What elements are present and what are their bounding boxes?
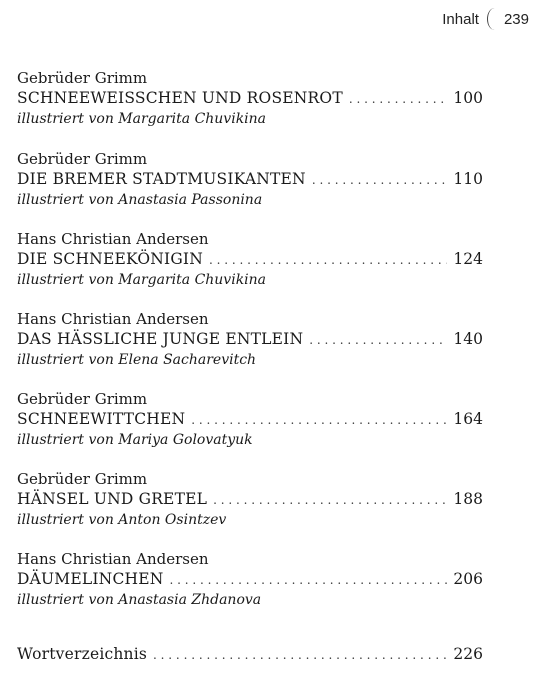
toc-entry: [17, 549, 483, 610]
toc-page-number: 206: [453, 570, 483, 588]
toc-page-number: 100: [453, 89, 483, 107]
toc-entry: [17, 149, 483, 210]
toc-author: Gebrüder Grimm: [17, 470, 148, 488]
dot-leader: [191, 410, 447, 430]
toc-illustrator: illustriert von Margarita Chuvikina: [17, 272, 267, 288]
dot-leader: [153, 645, 447, 665]
toc-author: Hans Christian Andersen: [17, 230, 209, 248]
toc-page-number: 188: [453, 490, 483, 508]
glossary-title: Wortverzeichnis: [17, 645, 148, 663]
toc-entry: [17, 309, 483, 370]
toc-page-number: 164: [453, 410, 483, 428]
toc-author: Gebrüder Grimm: [17, 69, 148, 87]
dot-leader: [170, 570, 448, 590]
toc-page-number: 124: [453, 250, 483, 268]
toc-author: Gebrüder Grimm: [17, 150, 148, 168]
toc-title: DIE SCHNEEKÖNIGIN: [17, 250, 204, 268]
toc-title: HÄNSEL UND GRETEL: [17, 490, 208, 508]
toc-illustrator: illustriert von Elena Sacharevitch: [17, 352, 257, 368]
running-header: [442, 6, 529, 32]
toc-entry: [17, 389, 483, 450]
page-number-arc: [487, 8, 502, 30]
toc-entry: [17, 469, 483, 530]
section-label: Inhalt: [442, 10, 479, 28]
toc-title-row: [17, 169, 483, 190]
toc-title: SCHNEEWITTCHEN: [17, 410, 186, 428]
toc-illustrator: illustriert von Anastasia Zhdanova: [17, 592, 262, 608]
dot-leader: [213, 490, 447, 510]
toc-title-row: [17, 88, 483, 109]
toc-title: DÄUMELINCHEN: [17, 570, 164, 588]
dot-leader: [209, 250, 447, 270]
dot-leader: [309, 330, 447, 350]
toc-title-row: [17, 329, 483, 350]
dot-leader: [349, 89, 448, 109]
toc-page-number: 140: [453, 330, 483, 348]
toc-illustrator: illustriert von Anton Osintzev: [17, 512, 227, 528]
toc-title-row: [17, 569, 483, 590]
toc-title-row: [17, 489, 483, 510]
glossary-page-number: 226: [453, 645, 483, 663]
toc-page-number: 110: [453, 170, 483, 188]
toc-title-row: [17, 409, 483, 430]
toc-illustrator: illustriert von Anastasia Passonina: [17, 192, 263, 208]
toc-title: DAS HÄSSLICHE JUNGE ENTLEIN: [17, 330, 304, 348]
toc-illustrator: illustriert von Mariya Golovatyuk: [17, 432, 253, 448]
toc-entry: [17, 229, 483, 290]
toc-title-row: [17, 249, 483, 270]
toc-title: DIE BREMER STADTMUSIKANTEN: [17, 170, 306, 188]
page-number: 239: [503, 10, 529, 28]
toc-illustrator: illustriert von Margarita Chuvikina: [17, 111, 267, 127]
toc-author: Hans Christian Andersen: [17, 550, 209, 568]
toc-author: Hans Christian Andersen: [17, 310, 209, 328]
toc-title: SCHNEEWEISSCHEN UND ROSENROT: [17, 89, 343, 107]
toc-author: Gebrüder Grimm: [17, 390, 148, 408]
toc-entry: [17, 68, 483, 129]
dot-leader: [312, 170, 448, 190]
glossary-entry: [17, 644, 483, 665]
toc-title-row: [17, 644, 483, 665]
